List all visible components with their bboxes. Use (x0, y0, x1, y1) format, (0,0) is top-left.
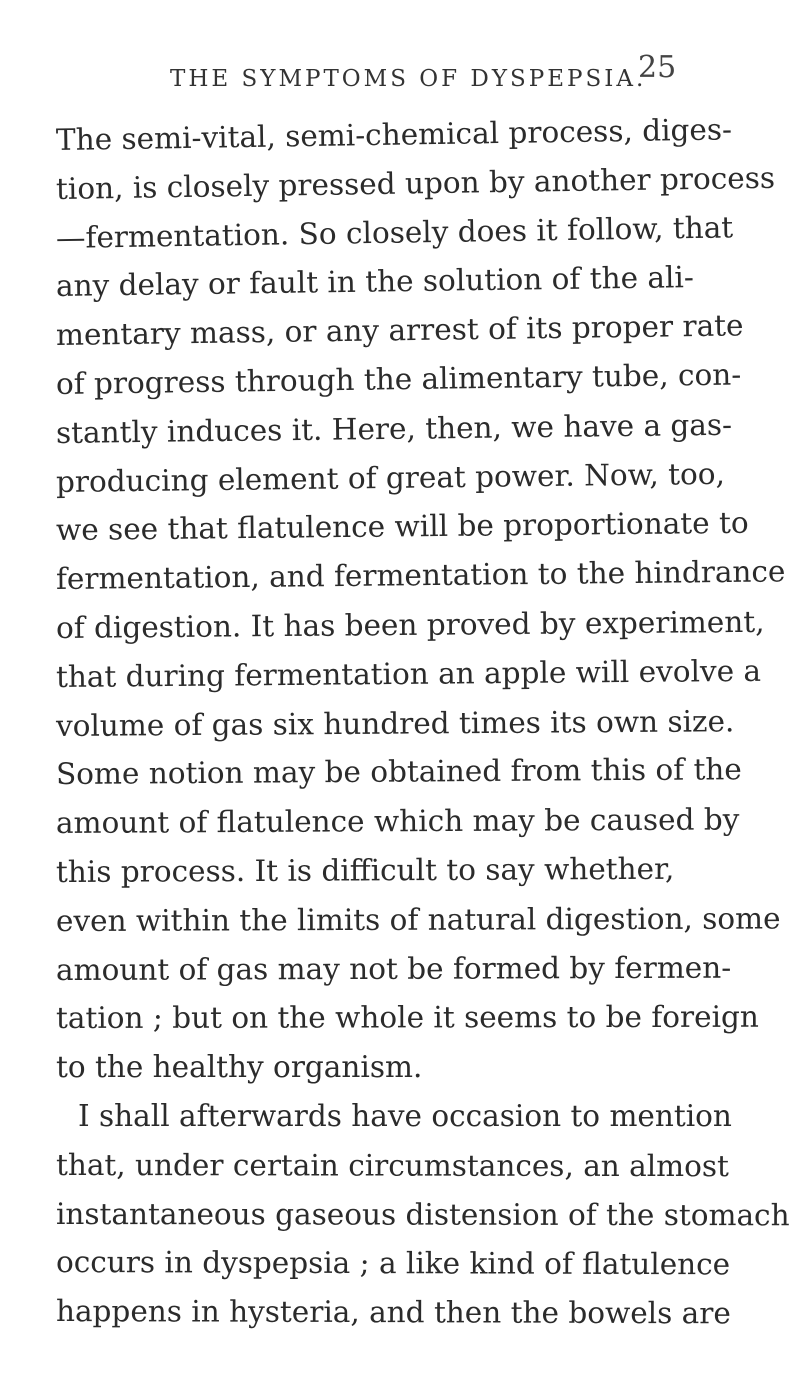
text-line: instantaneous gaseous distension of the stomach (55, 1196, 790, 1232)
text-line: amount of flatulence which may be caused by (55, 802, 740, 841)
text-line: this process. It is difficult to say whether, (55, 851, 675, 889)
text-line: stantly induces it. Here, then, we have a gas- (55, 407, 733, 450)
text-line: even within the limits of natural digestion, some (55, 901, 781, 938)
text-line: to the healthy organism. (56, 1050, 423, 1085)
text-line: I shall afterwards have occasion to mention (78, 1098, 732, 1133)
text-line: producing element of great power. Now, too, (55, 456, 726, 499)
text-line: mentary mass, or any arrest of its proper rate (55, 308, 744, 353)
text-line: happens in hysteria, and then the bowels are (55, 1294, 731, 1331)
text-line: we see that flatulence will be proportionate to (55, 506, 749, 548)
text-line: The semi-vital, semi-chemical process, diges- (55, 112, 733, 157)
text-line: tion, is closely pressed upon by another process (55, 160, 776, 206)
page-number: 25 (638, 50, 677, 85)
text-line: —fermentation. So closely does it follow, that (55, 209, 734, 255)
text-line: volume of gas six hundred times its own size. (55, 703, 735, 743)
text-line: fermentation, and fermentation to the hindrance (55, 554, 786, 597)
text-line: any delay or fault in the solution of the ali- (55, 260, 695, 304)
text-line: of progress through the alimentary tube, con- (55, 357, 742, 401)
running-head: THE SYMPTOMS OF DYSPEPSIA. (170, 66, 647, 92)
text-line: tation ; but on the whole it seems to be foreign (55, 1000, 759, 1036)
text-line: Some notion may be obtained from this of the (55, 752, 742, 792)
text-line: that, under certain circumstances, an almost (55, 1147, 729, 1183)
text-line: of digestion. It has been proved by experiment, (55, 604, 765, 645)
text-line: that during fermentation an apple will evolve a (55, 653, 762, 694)
text-line: occurs in dyspepsia ; a like kind of flatulence (55, 1245, 731, 1282)
text-line: amount of gas may not be formed by fermen- (55, 950, 732, 987)
body-text (55, 112, 790, 1336)
